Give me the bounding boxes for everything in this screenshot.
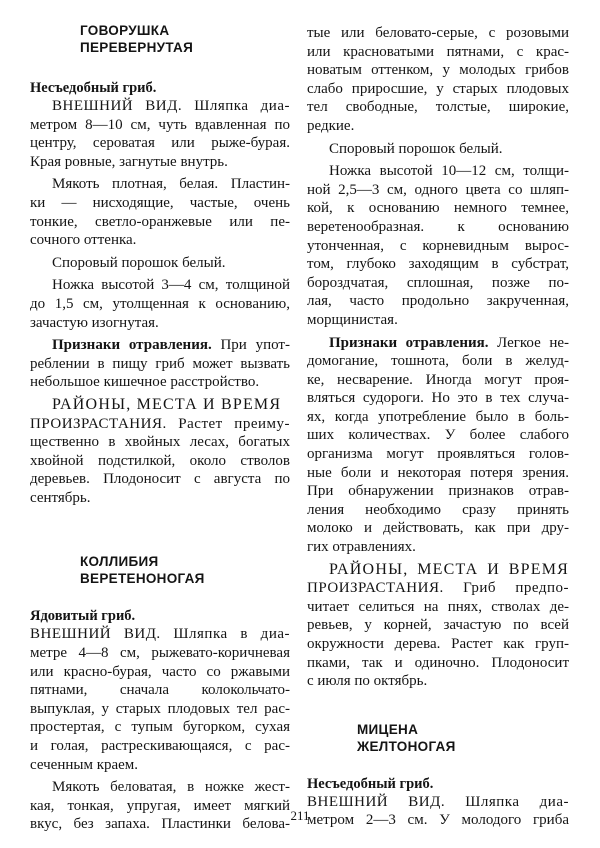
text-line: слабо приросшие, у старых плодовых [307,80,569,97]
appearance-paragraph [30,625,290,774]
text-line: ке, несварение. Иногда могут проя- [307,371,569,388]
heading-line: ЖЕЛТОНОГАЯ [357,738,456,754]
text-line: РАЙОНЫ, МЕСТА И ВРЕМЯ [329,560,569,578]
text-line: зачастую изогнутая. [30,314,159,331]
text-line: читает селиться на пнях, стволах де- [307,598,569,615]
text-line: или красно-бурая, часто со ржавыми [30,663,290,680]
heading-line: КОЛЛИБИЯ [80,554,159,570]
text-line: Ножка высотой 3—4 см, толщиной [52,277,290,294]
text-line: морщинистая. [307,311,398,328]
heading-line: ПЕРЕВЕРНУТАЯ [80,40,194,55]
text-line: тые или беловато-серые, с розовыми [307,25,569,41]
text-line: Мякоть беловатая, в ножке жест- [52,779,290,796]
text-line: пятнами, сначала колокольчато- [30,682,290,699]
text-line: или красноватыми пятнами, с крас- [307,43,569,60]
text-line: с июля по октябрь. [307,673,428,690]
text-line: метром 2—3 см. У молодого гриба [307,812,569,829]
poisoning-bold: Признаки отравления. [329,334,489,351]
text-line: Ножка высотой 10—12 см, толщи- [329,163,569,180]
flesh-paragraph [30,175,290,249]
text-line: хвойной подстилкой, около стволов [30,452,290,469]
text-line: новатым оттенком, у молодых грибов [307,62,569,79]
text-line: вляться судороги. Но это в тех случа- [307,390,569,407]
text-line: ших количествах. У более слабого [307,427,569,444]
text-line: бороздчатая, сплошная, позже по- [307,274,569,291]
poisoning-paragraph [30,336,290,392]
text-line: домогание, тошнота, боли в желуд- [307,353,569,370]
section-heading-govorushka [80,22,290,56]
text-line: окружности дерева. Растет как груп- [307,636,569,652]
right-column [307,24,569,830]
text-line: реблении в пищу гриб может вызвать [30,355,290,372]
text-line: редкие. [307,117,355,134]
habitat-paragraph [30,396,290,415]
text-line: гих отравлениях. [307,539,416,556]
left-column [30,22,290,834]
habitat-paragraph [307,561,569,691]
text-line: ВНЕШНИЙ ВИД. Шляпка диа- [307,793,569,810]
text-line: метре 4—8 см, рыжевато-коричневая [30,645,290,662]
spore-paragraph: Споровый порошок белый. [52,254,226,271]
text-line: ПРОИЗРАСТАНИЯ. Растет преиму- [30,415,290,432]
text-line: том, глубоко заходящим в субстрат, [307,256,569,273]
heading-line: ВЕРЕТЕНОНОГАЯ [80,571,205,587]
text-line: пками, так и одиночно. Плодоносит [307,654,569,671]
text-line: молоко и действовать, как при дру- [307,520,569,537]
text-line: метром 8—10 см, чуть вдавленная по [30,116,290,133]
stem-paragraph [30,276,290,332]
text-line: веретенообразная. к основанию [307,218,569,235]
text-line: сочного оттенка. [30,232,137,249]
text-line: ные боли и некоторая потеря зрения. [307,464,569,481]
toxicity-label: Несъедобный гриб. [30,80,157,96]
spore-paragraph: Споровый порошок белый. [329,140,503,157]
page-number: 211 [290,808,310,823]
text-line: ной 2,5—3 см, одного цвета со шляп- [307,181,569,198]
text-line: деревьев. Плодоносит с августа по [30,471,290,488]
text-line: сеченным краем. [30,756,139,773]
text-line: центру, сероватая или рыже-бурая. [30,135,290,152]
text-line: утонченная, с корневидным вырос- [307,237,569,254]
text-line: простертая, с тупым бугорком, сухая [30,719,290,736]
text-line: Признаки отравления. При упот- [52,337,290,354]
text-line: до 1,5 см, утолщенная к основанию, [30,295,290,312]
stem-paragraph [307,162,569,329]
text-line: выпуклая, у старых плодовых тел рас- [30,700,290,717]
text-line: небольшое кишечное расстройство. [30,374,260,391]
toxicity-label: Ядовитый гриб. [30,608,136,625]
text-line: Признаки отравления. Легкое не- [329,334,569,351]
poisoning-bold: Признаки отравления. [52,337,212,354]
text-line: При обнаружении признаков отрав- [307,483,569,500]
poisoning-paragraph [307,334,569,557]
heading-line: ГОВОРУШКА [80,23,170,38]
text-line: РАЙОНЫ, МЕСТА И ВРЕМЯ [52,395,282,413]
text-line: и голая, растрескивающаяся, с рас- [30,738,290,755]
text-line: ПРОИЗРАСТАНИЯ. Гриб предпо- [307,580,569,597]
continuation-paragraph [307,24,569,136]
section-heading-collybia [80,553,290,587]
text-line: лая, часто продольно закрученная, [307,293,569,310]
text-line: ВНЕШНИЙ ВИД. Шляпка в диа- [30,626,290,643]
text-line: Края ровные, загнутые внутрь. [30,153,228,170]
appearance-paragraph [30,97,290,171]
text-line: ВНЕШНИЙ ВИД. Шляпка диа- [52,98,290,114]
text-line: вкус, без запаха. Пластинки белова- [30,816,290,833]
text-line: кая, тонкая, упругая, имеет мягкий [30,797,290,814]
text-line: щественно в хвойных лесах, богатых [30,434,290,451]
text-line: организма могут проявляться голов- [307,446,569,463]
text-line: тел свободные, толстые, широкие, [307,99,569,116]
flesh-paragraph [30,778,290,834]
text-line: тонкие, светло-оранжевые или пе- [30,213,290,230]
text-line: ях, когда употребление было в боль- [307,408,569,425]
text-line: ки — нисходящие, частые, очень [30,194,290,211]
text-line: ревьев, у корней, зачастую по всей [307,617,569,634]
text-line: кой, к основанию немного темнее, [307,200,569,217]
text-line: Мякоть плотная, белая. Пластин- [52,176,290,193]
section-heading-mycena [357,721,569,755]
heading-line: МИЦЕНА [357,721,419,737]
text-line: ления необходимо сразу принять [307,501,569,518]
toxicity-label: Несъедобный гриб. [307,775,434,792]
text-line: сентябрь. [30,489,91,506]
habitat-paragraph-cont [30,415,290,508]
